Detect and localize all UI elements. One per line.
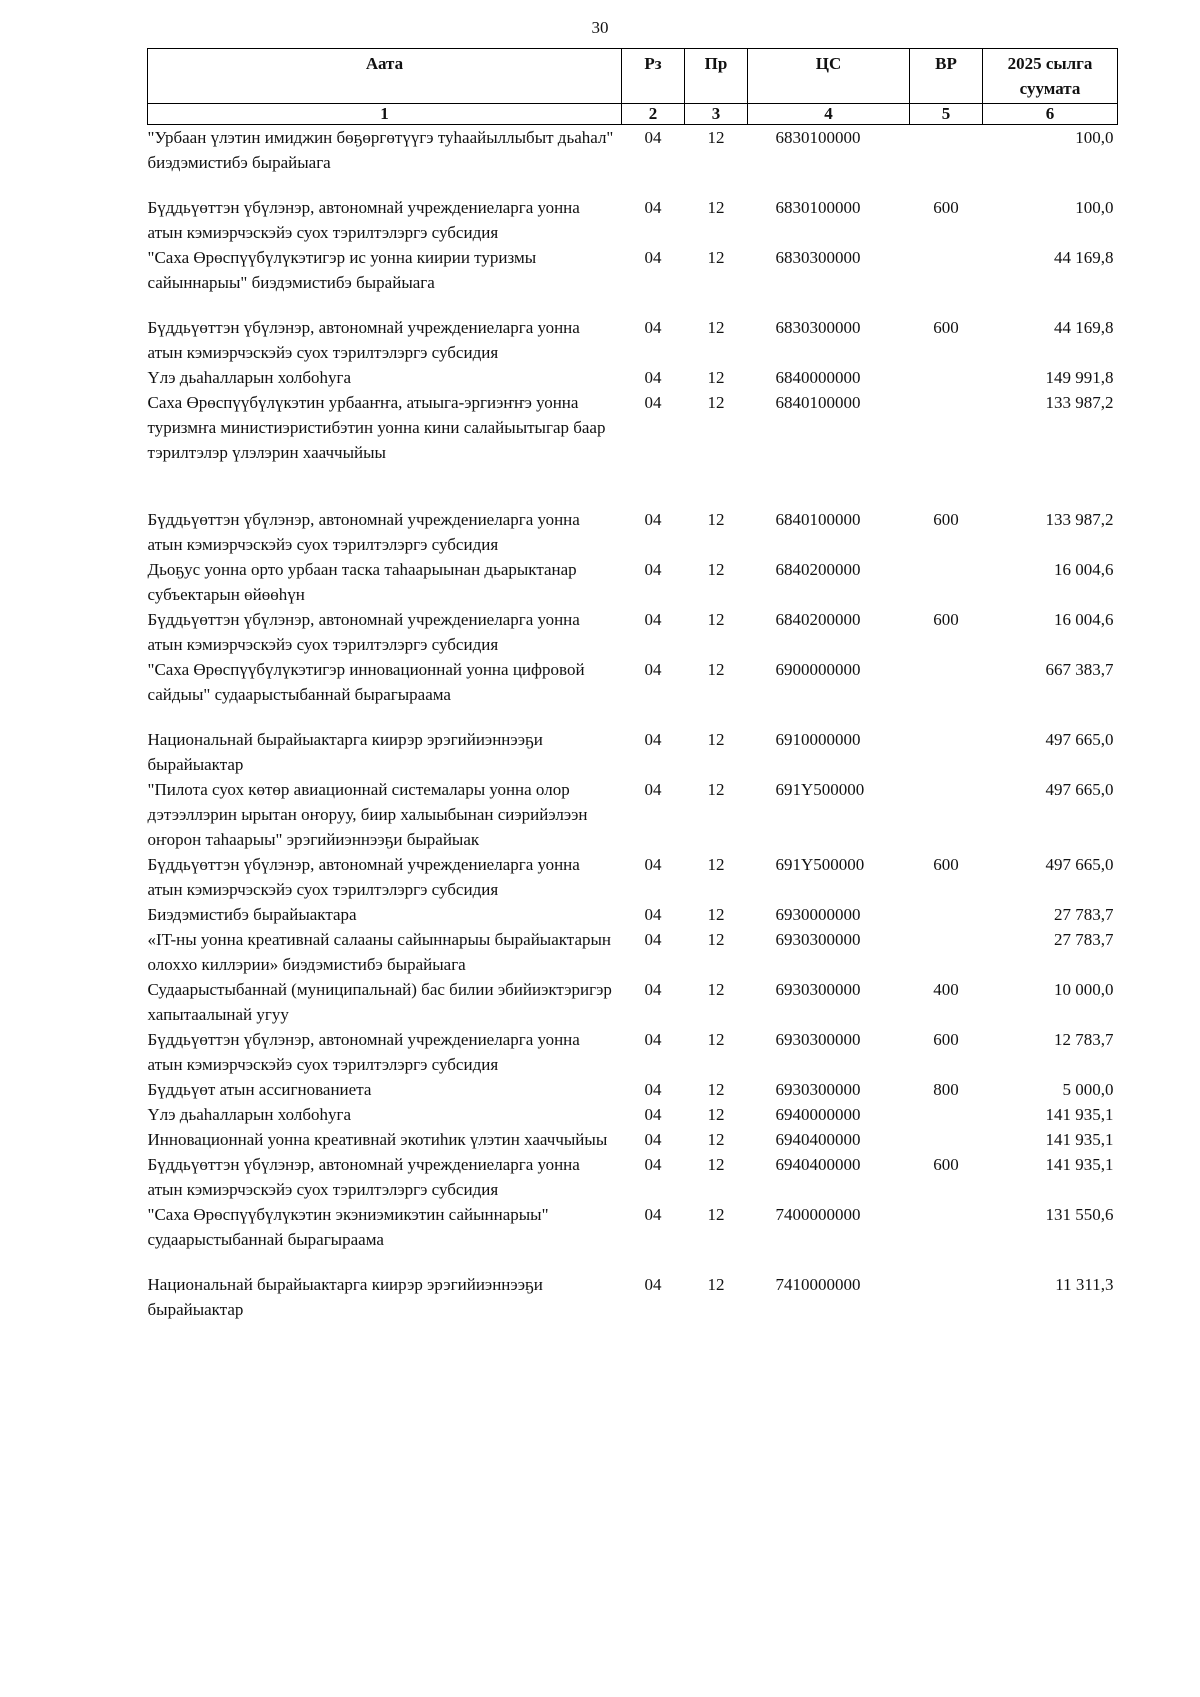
row-name-cell: Бүддьүөт атын ассигнованиета [147,1080,372,1099]
column-number: 1 [148,104,622,125]
row-pr-cell: 12 [707,905,725,924]
row-cs-cell: 691Y500000 [775,855,865,874]
row-sum-cell: 141 935,1 [1045,1130,1114,1149]
row-vr-cell [910,1272,983,1322]
row-name-cell: "Саха Өрөспүүбүлүкэтин экэниэмикэтин сайыннарыы" судаарыстыбаннай бырагыраама [147,1205,549,1249]
row-cs-cell: 7400000000 [775,1205,861,1224]
row-vr-cell: 600 [933,855,959,874]
row-cs-cell: 6840000000 [775,368,861,387]
row-vr-cell [910,1202,983,1272]
column-number: 6 [983,104,1118,125]
row-cs-cell: 6910000000 [775,730,861,749]
row-cs-cell: 6840100000 [775,393,861,412]
row-pr-cell: 12 [707,660,725,679]
row-sum-cell: 100,0 [1075,198,1114,217]
header-aata: Аата [148,49,622,104]
table-row [148,1127,1118,1152]
row-cs-cell: 6930300000 [775,1080,861,1099]
row-pr-cell: 12 [707,393,725,412]
row-pr-cell: 12 [707,1105,725,1124]
row-name-cell: Бүддьүөттэн үбүлэнэр, автономнай учреждениеларга уонна атын кэмиэрчэскэйэ суох тэрилтэлэргэ субсидия [147,198,580,242]
table-row [148,195,1118,245]
row-rz-cell: 04 [644,248,662,267]
row-name-cell: «IT-ны уонна креативнай салааны сайыннарыы бырайыактарын олоххо киллэрии» биэдэмистибэ бырайыага [147,930,612,974]
row-pr-cell: 12 [707,855,725,874]
row-pr-cell: 12 [707,730,725,749]
row-vr-cell [910,1102,983,1127]
table-row [148,1027,1118,1077]
row-pr-cell: 12 [707,1205,725,1224]
row-vr-cell: 400 [933,980,959,999]
table-row [148,557,1118,607]
row-sum-cell: 12 783,7 [1054,1030,1114,1049]
table-row [148,902,1118,927]
table-row [148,727,1118,777]
table-row [148,852,1118,902]
table-header-row [148,49,1118,104]
row-rz-cell: 04 [644,1205,662,1224]
table-row [148,365,1118,390]
row-name-cell: Бүддьүөттэн үбүлэнэр, автономнай учреждениеларга уонна атын кэмиэрчэскэйэ суох тэрилтэлэргэ субсидия [147,318,580,362]
row-name-cell: Үлэ дьаһалларын холбоһуга [147,368,352,387]
row-cs-cell: 6830300000 [775,248,861,267]
row-rz-cell: 04 [644,1130,662,1149]
row-name-cell: Бүддьүөттэн үбүлэнэр, автономнай учреждениеларга уонна атын кэмиэрчэскэйэ суох тэрилтэлэргэ субсидия [147,610,580,654]
row-name-cell: Биэдэмистибэ бырайыактара [147,905,357,924]
row-rz-cell: 04 [644,1030,662,1049]
row-rz-cell: 04 [644,1105,662,1124]
table-row [148,245,1118,315]
row-name-cell: "Саха Өрөспүүбүлүкэтигэр ис уонна киирии туризмы сайыннарыы" биэдэмистибэ бырайыага [147,248,537,292]
row-vr-cell [910,390,983,507]
row-name-cell: Дьоҕус уонна орто урбаан таска таһаарыынан дьарыктанар субъектарын өйөөһүн [147,560,577,604]
row-name-cell: Бүддьүөттэн үбүлэнэр, автономнай учреждениеларга уонна атын кэмиэрчэскэйэ суох тэрилтэлэргэ субсидия [147,1155,580,1199]
row-pr-cell: 12 [707,1130,725,1149]
row-rz-cell: 04 [644,855,662,874]
row-pr-cell: 12 [707,510,725,529]
row-sum-cell: 10 000,0 [1054,980,1114,999]
row-sum-cell: 16 004,6 [1054,560,1114,579]
row-rz-cell: 04 [644,368,662,387]
header-rz: Рз [622,49,685,104]
row-vr-cell [910,1127,983,1152]
row-rz-cell: 04 [644,730,662,749]
row-sum-cell: 141 935,1 [1045,1155,1114,1174]
row-rz-cell: 04 [644,930,662,949]
row-vr-cell [910,125,983,196]
row-sum-cell: 133 987,2 [1045,393,1114,412]
row-rz-cell: 04 [644,980,662,999]
column-number: 4 [748,104,910,125]
row-cs-cell: 6930300000 [775,1030,861,1049]
row-rz-cell: 04 [644,1080,662,1099]
row-cs-cell: 6830100000 [775,128,861,147]
row-sum-cell: 133 987,2 [1045,510,1114,529]
row-vr-cell [910,365,983,390]
column-number: 2 [622,104,685,125]
row-vr-cell: 800 [933,1080,959,1099]
row-cs-cell: 6840200000 [775,610,861,629]
row-vr-cell [910,657,983,727]
row-rz-cell: 04 [644,198,662,217]
table-row [148,315,1118,365]
table-row [148,1272,1118,1322]
row-pr-cell: 12 [707,1080,725,1099]
table-row [148,777,1118,852]
row-cs-cell: 6940000000 [775,1105,861,1124]
row-vr-cell: 600 [933,510,959,529]
row-rz-cell: 04 [644,393,662,412]
table-row [148,507,1118,557]
row-rz-cell: 04 [644,660,662,679]
row-vr-cell: 600 [933,1030,959,1049]
budget-table [147,48,1118,1322]
row-pr-cell: 12 [707,318,725,337]
row-pr-cell: 12 [707,1030,725,1049]
row-rz-cell: 04 [644,510,662,529]
row-sum-cell: 667 383,7 [1045,660,1114,679]
column-number-row [148,104,1118,125]
header-sum-2025: 2025 сылга суумата [983,49,1118,104]
row-vr-cell [910,902,983,927]
table-row [148,927,1118,977]
row-name-cell: "Урбаан үлэтин имиджин бөҕөргөтүүгэ туһаайыллыбыт дьаһал" биэдэмистибэ бырайыага [147,128,614,172]
row-rz-cell: 04 [644,1155,662,1174]
row-pr-cell: 12 [707,930,725,949]
row-cs-cell: 6930000000 [775,905,861,924]
table-row [148,1152,1118,1202]
row-pr-cell: 12 [707,560,725,579]
row-pr-cell: 12 [707,1275,725,1294]
row-vr-cell: 600 [933,610,959,629]
row-cs-cell: 7410000000 [775,1275,861,1294]
row-cs-cell: 6830300000 [775,318,861,337]
row-sum-cell: 27 783,7 [1054,905,1114,924]
table-row [148,657,1118,727]
table-row [148,125,1118,196]
row-sum-cell: 497 665,0 [1045,855,1114,874]
row-cs-cell: 6840200000 [775,560,861,579]
row-rz-cell: 04 [644,780,662,799]
row-name-cell: Инновационнай уонна креативнай экотиһик үлэтин хааччыйыы [147,1130,608,1149]
row-sum-cell: 44 169,8 [1054,318,1114,337]
row-cs-cell: 691Y500000 [775,780,865,799]
row-vr-cell: 600 [933,198,959,217]
row-sum-cell: 131 550,6 [1045,1205,1114,1224]
table-row [148,1202,1118,1272]
row-rz-cell: 04 [644,610,662,629]
row-vr-cell [910,727,983,777]
row-rz-cell: 04 [644,905,662,924]
column-number: 5 [910,104,983,125]
row-pr-cell: 12 [707,980,725,999]
row-pr-cell: 12 [707,1155,725,1174]
row-name-cell: Саха Өрөспүүбүлүкэтин урбааҥҥа, атыыга-эргиэҥҥэ уонна туризмҥа министиэристибэтин уонна кини салайыытыгар баар тэрилтэлэр үлэлэрин хааччыйыы [147,393,606,462]
row-sum-cell: 100,0 [1075,128,1114,147]
table-body [148,125,1118,1323]
row-sum-cell: 149 991,8 [1045,368,1114,387]
row-cs-cell: 6940400000 [775,1130,861,1149]
row-sum-cell: 497 665,0 [1045,780,1114,799]
row-name-cell: Национальнай бырайыактарга киирэр эрэгийиэннээҕи бырайыактар [147,730,543,774]
row-vr-cell: 600 [933,318,959,337]
row-name-cell: Бүддьүөттэн үбүлэнэр, автономнай учреждениеларга уонна атын кэмиэрчэскэйэ суох тэрилтэлэргэ субсидия [147,855,580,899]
header-vr: ВР [910,49,983,104]
row-name-cell: "Саха Өрөспүүбүлүкэтигэр инновационнай уонна цифровой сайдыы" судаарыстыбаннай бырагыраама [147,660,585,704]
row-cs-cell: 6830100000 [775,198,861,217]
row-name-cell: Бүддьүөттэн үбүлэнэр, автономнай учреждениеларга уонна атын кэмиэрчэскэйэ суох тэрилтэлэргэ субсидия [147,1030,580,1074]
table-row [148,1077,1118,1102]
row-name-cell: Национальнай бырайыактарга киирэр эрэгийиэннээҕи бырайыактар [147,1275,543,1319]
row-name-cell: Бүддьүөттэн үбүлэнэр, автономнай учреждениеларга уонна атын кэмиэрчэскэйэ суох тэрилтэлэргэ субсидия [147,510,580,554]
row-pr-cell: 12 [707,248,725,267]
row-cs-cell: 6940400000 [775,1155,861,1174]
row-pr-cell: 12 [707,198,725,217]
table-row [148,977,1118,1027]
row-rz-cell: 04 [644,560,662,579]
row-sum-cell: 16 004,6 [1054,610,1114,629]
row-rz-cell: 04 [644,318,662,337]
row-sum-cell: 5 000,0 [1062,1080,1114,1099]
row-vr-cell [910,777,983,852]
row-name-cell: Үлэ дьаһалларын холбоһуга [147,1105,352,1124]
table-row [148,390,1118,507]
row-cs-cell: 6900000000 [775,660,861,679]
row-pr-cell: 12 [707,780,725,799]
table-row [148,1102,1118,1127]
row-sum-cell: 44 169,8 [1054,248,1114,267]
row-name-cell: Судаарыстыбаннай (муниципальнай) бас билии эбийиэктэригэр хапытаалынай угуу [147,980,612,1024]
header-pr: Пр [685,49,748,104]
row-vr-cell [910,245,983,315]
row-cs-cell: 6930300000 [775,930,861,949]
page-number: 30 [591,18,609,37]
row-vr-cell [910,557,983,607]
row-vr-cell [910,927,983,977]
row-cs-cell: 6930300000 [775,980,861,999]
row-pr-cell: 12 [707,368,725,387]
column-number: 3 [685,104,748,125]
row-sum-cell: 497 665,0 [1045,730,1114,749]
row-pr-cell: 12 [707,128,725,147]
row-sum-cell: 141 935,1 [1045,1105,1114,1124]
row-name-cell: "Пилота суох көтөр авиационнай системалары уонна олор дэтээллэрин ырытан оҥоруу, биир халыыбынан сиэрийэлээн оҥорон таһаарыы" эрэгийиэннээҕи бырайыак [147,780,588,849]
row-cs-cell: 6840100000 [775,510,861,529]
row-rz-cell: 04 [644,128,662,147]
row-sum-cell: 11 311,3 [1055,1275,1114,1294]
row-pr-cell: 12 [707,610,725,629]
row-sum-cell: 27 783,7 [1054,930,1114,949]
header-cs: ЦС [748,49,910,104]
row-rz-cell: 04 [644,1275,662,1294]
table-row [148,607,1118,657]
row-vr-cell: 600 [933,1155,959,1174]
